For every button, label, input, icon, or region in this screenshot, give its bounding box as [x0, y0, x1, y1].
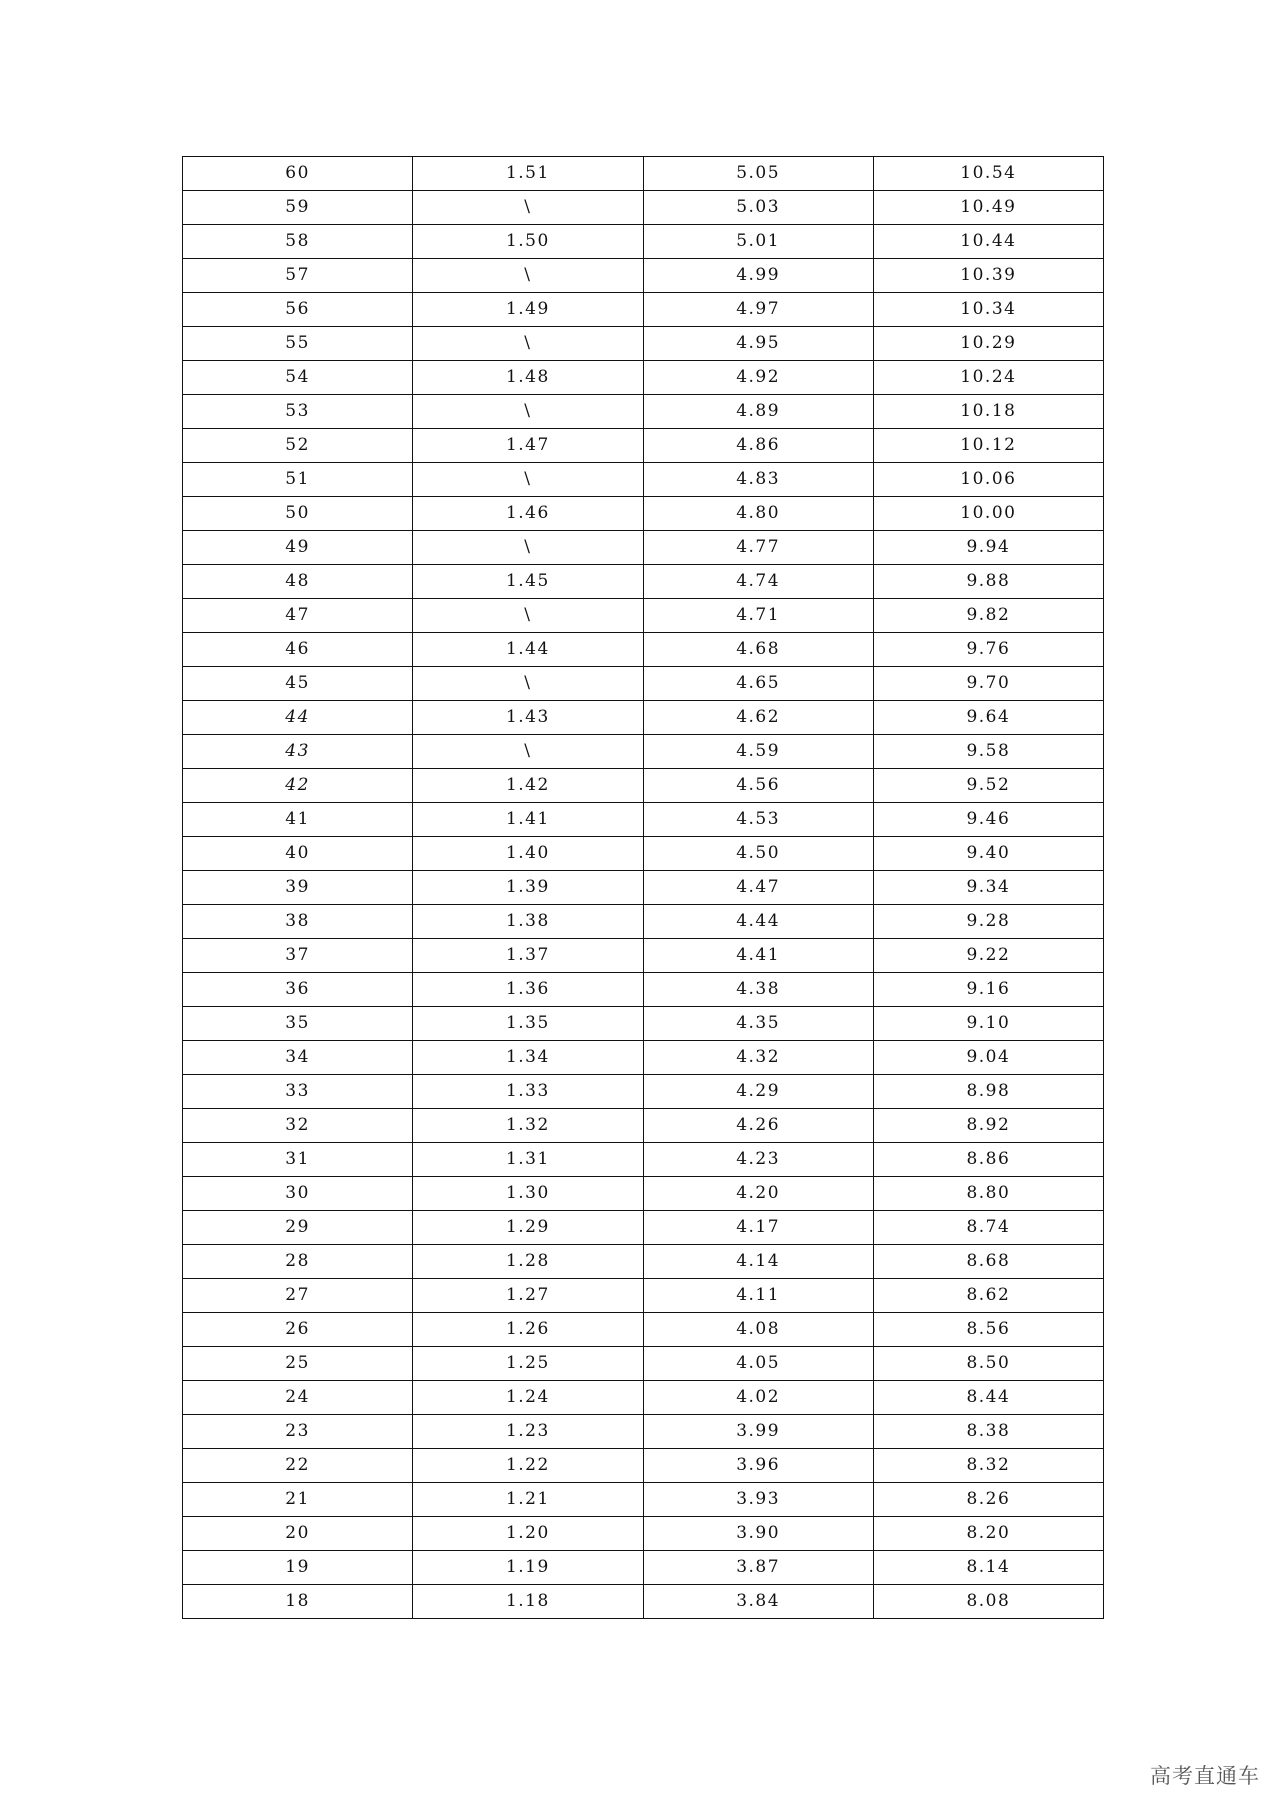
cell-value-2: 4.14 — [643, 1245, 873, 1279]
table-row — [183, 837, 1104, 871]
cell-score: 40 — [183, 837, 413, 871]
cell-value-1: 1.30 — [413, 1177, 643, 1211]
cell-value-2: 4.65 — [643, 667, 873, 701]
cell-value-3: 10.24 — [873, 361, 1103, 395]
cell-score: 28 — [183, 1245, 413, 1279]
table-row — [183, 361, 1104, 395]
cell-value-1: 1.20 — [413, 1517, 643, 1551]
cell-value-3: 9.10 — [873, 1007, 1103, 1041]
cell-value-3: 8.74 — [873, 1211, 1103, 1245]
table-row — [183, 1041, 1104, 1075]
cell-value-2: 3.93 — [643, 1483, 873, 1517]
cell-value-3: 8.44 — [873, 1381, 1103, 1415]
cell-value-1: \ — [413, 667, 643, 701]
cell-value-1: 1.41 — [413, 803, 643, 837]
cell-score: 35 — [183, 1007, 413, 1041]
cell-value-3: 8.92 — [873, 1109, 1103, 1143]
cell-value-1: 1.25 — [413, 1347, 643, 1381]
cell-value-2: 4.62 — [643, 701, 873, 735]
cell-value-2: 5.03 — [643, 191, 873, 225]
cell-value-3: 9.22 — [873, 939, 1103, 973]
cell-value-1: 1.18 — [413, 1585, 643, 1619]
cell-value-2: 4.08 — [643, 1313, 873, 1347]
table-row — [183, 1143, 1104, 1177]
cell-value-2: 4.29 — [643, 1075, 873, 1109]
table-row — [183, 293, 1104, 327]
table-row — [183, 769, 1104, 803]
cell-value-1: 1.50 — [413, 225, 643, 259]
cell-score: 48 — [183, 565, 413, 599]
cell-value-1: 1.33 — [413, 1075, 643, 1109]
cell-value-1: 1.26 — [413, 1313, 643, 1347]
cell-score: 32 — [183, 1109, 413, 1143]
table-row — [183, 1279, 1104, 1313]
cell-score: 46 — [183, 633, 413, 667]
cell-value-2: 4.02 — [643, 1381, 873, 1415]
table-row — [183, 1245, 1104, 1279]
cell-value-1: 1.28 — [413, 1245, 643, 1279]
cell-value-2: 4.32 — [643, 1041, 873, 1075]
cell-value-1: 1.46 — [413, 497, 643, 531]
cell-value-3: 8.32 — [873, 1449, 1103, 1483]
cell-score: 44 — [183, 701, 413, 735]
cell-value-2: 4.23 — [643, 1143, 873, 1177]
cell-score: 39 — [183, 871, 413, 905]
cell-value-2: 4.95 — [643, 327, 873, 361]
cell-value-1: \ — [413, 531, 643, 565]
cell-value-3: 8.50 — [873, 1347, 1103, 1381]
cell-value-2: 3.99 — [643, 1415, 873, 1449]
table-row — [183, 1007, 1104, 1041]
table-row — [183, 1347, 1104, 1381]
cell-score: 22 — [183, 1449, 413, 1483]
cell-value-3: 10.29 — [873, 327, 1103, 361]
cell-value-3: 9.46 — [873, 803, 1103, 837]
cell-value-3: 10.39 — [873, 259, 1103, 293]
cell-value-2: 3.96 — [643, 1449, 873, 1483]
watermark-text: 高考直通车 — [1150, 1764, 1260, 1788]
cell-value-1: 1.32 — [413, 1109, 643, 1143]
cell-value-3: 9.34 — [873, 871, 1103, 905]
table-row — [183, 395, 1104, 429]
cell-value-3: 10.49 — [873, 191, 1103, 225]
cell-score: 42 — [183, 769, 413, 803]
table-row — [183, 599, 1104, 633]
cell-value-3: 8.26 — [873, 1483, 1103, 1517]
table-row — [183, 1177, 1104, 1211]
table-row — [183, 1313, 1104, 1347]
cell-value-2: 4.86 — [643, 429, 873, 463]
cell-value-1: 1.22 — [413, 1449, 643, 1483]
table-row — [183, 905, 1104, 939]
cell-score: 33 — [183, 1075, 413, 1109]
cell-value-1: 1.34 — [413, 1041, 643, 1075]
cell-score: 51 — [183, 463, 413, 497]
cell-score: 36 — [183, 973, 413, 1007]
cell-value-1: 1.35 — [413, 1007, 643, 1041]
cell-value-3: 8.08 — [873, 1585, 1103, 1619]
score-table — [182, 156, 1104, 1619]
cell-value-2: 5.05 — [643, 157, 873, 191]
table-row — [183, 701, 1104, 735]
cell-value-3: 9.76 — [873, 633, 1103, 667]
cell-value-2: 4.44 — [643, 905, 873, 939]
cell-value-2: 4.99 — [643, 259, 873, 293]
table-row — [183, 1551, 1104, 1585]
cell-value-3: 10.54 — [873, 157, 1103, 191]
cell-value-2: 3.87 — [643, 1551, 873, 1585]
cell-value-2: 3.84 — [643, 1585, 873, 1619]
cell-value-1: \ — [413, 259, 643, 293]
cell-value-3: 9.94 — [873, 531, 1103, 565]
cell-value-3: 8.68 — [873, 1245, 1103, 1279]
cell-value-1: 1.43 — [413, 701, 643, 735]
cell-value-1: 1.36 — [413, 973, 643, 1007]
cell-score: 31 — [183, 1143, 413, 1177]
cell-value-2: 4.41 — [643, 939, 873, 973]
cell-score: 29 — [183, 1211, 413, 1245]
table-row — [183, 1075, 1104, 1109]
cell-value-3: 9.16 — [873, 973, 1103, 1007]
cell-score: 38 — [183, 905, 413, 939]
table-row — [183, 1483, 1104, 1517]
cell-value-1: 1.23 — [413, 1415, 643, 1449]
cell-value-1: \ — [413, 191, 643, 225]
cell-score: 23 — [183, 1415, 413, 1449]
cell-score: 45 — [183, 667, 413, 701]
cell-score: 50 — [183, 497, 413, 531]
cell-value-3: 8.20 — [873, 1517, 1103, 1551]
cell-value-3: 10.12 — [873, 429, 1103, 463]
cell-score: 21 — [183, 1483, 413, 1517]
table-row — [183, 191, 1104, 225]
cell-value-3: 10.44 — [873, 225, 1103, 259]
cell-value-3: 8.56 — [873, 1313, 1103, 1347]
cell-score: 52 — [183, 429, 413, 463]
table-row — [183, 327, 1104, 361]
table-row — [183, 565, 1104, 599]
cell-value-3: 8.98 — [873, 1075, 1103, 1109]
cell-value-1: 1.38 — [413, 905, 643, 939]
cell-score: 37 — [183, 939, 413, 973]
table-row — [183, 1517, 1104, 1551]
cell-value-1: 1.45 — [413, 565, 643, 599]
cell-score: 19 — [183, 1551, 413, 1585]
cell-value-3: 9.70 — [873, 667, 1103, 701]
cell-value-1: 1.51 — [413, 157, 643, 191]
table-row — [183, 871, 1104, 905]
cell-value-1: 1.27 — [413, 1279, 643, 1313]
cell-value-2: 4.05 — [643, 1347, 873, 1381]
cell-score: 41 — [183, 803, 413, 837]
cell-value-2: 4.74 — [643, 565, 873, 599]
cell-score: 57 — [183, 259, 413, 293]
cell-value-1: 1.48 — [413, 361, 643, 395]
cell-value-2: 4.26 — [643, 1109, 873, 1143]
cell-value-2: 4.59 — [643, 735, 873, 769]
cell-score: 24 — [183, 1381, 413, 1415]
cell-value-1: \ — [413, 735, 643, 769]
cell-value-1: 1.37 — [413, 939, 643, 973]
cell-score: 34 — [183, 1041, 413, 1075]
table-row — [183, 463, 1104, 497]
cell-value-1: 1.24 — [413, 1381, 643, 1415]
cell-value-1: 1.49 — [413, 293, 643, 327]
cell-score: 49 — [183, 531, 413, 565]
table-row — [183, 497, 1104, 531]
cell-value-2: 4.89 — [643, 395, 873, 429]
cell-value-2: 4.17 — [643, 1211, 873, 1245]
cell-value-3: 8.38 — [873, 1415, 1103, 1449]
table-row — [183, 1211, 1104, 1245]
cell-value-1: 1.21 — [413, 1483, 643, 1517]
cell-score: 47 — [183, 599, 413, 633]
cell-value-1: 1.39 — [413, 871, 643, 905]
cell-value-3: 9.52 — [873, 769, 1103, 803]
cell-value-3: 10.18 — [873, 395, 1103, 429]
cell-value-1: 1.31 — [413, 1143, 643, 1177]
cell-value-2: 4.50 — [643, 837, 873, 871]
cell-value-1: \ — [413, 395, 643, 429]
table-row — [183, 429, 1104, 463]
cell-value-1: 1.47 — [413, 429, 643, 463]
cell-value-2: 4.11 — [643, 1279, 873, 1313]
table-row — [183, 1109, 1104, 1143]
cell-value-2: 4.77 — [643, 531, 873, 565]
table-row — [183, 531, 1104, 565]
table-row — [183, 667, 1104, 701]
table-row — [183, 803, 1104, 837]
cell-value-1: 1.40 — [413, 837, 643, 871]
cell-value-3: 10.06 — [873, 463, 1103, 497]
table-row — [183, 939, 1104, 973]
cell-value-3: 10.34 — [873, 293, 1103, 327]
cell-score: 53 — [183, 395, 413, 429]
cell-value-3: 9.58 — [873, 735, 1103, 769]
cell-value-3: 8.86 — [873, 1143, 1103, 1177]
cell-value-3: 9.40 — [873, 837, 1103, 871]
cell-score: 58 — [183, 225, 413, 259]
cell-score: 18 — [183, 1585, 413, 1619]
cell-score: 56 — [183, 293, 413, 327]
cell-score: 25 — [183, 1347, 413, 1381]
cell-score: 30 — [183, 1177, 413, 1211]
cell-value-3: 9.82 — [873, 599, 1103, 633]
cell-score: 26 — [183, 1313, 413, 1347]
cell-value-1: 1.29 — [413, 1211, 643, 1245]
cell-value-2: 4.53 — [643, 803, 873, 837]
cell-value-2: 4.80 — [643, 497, 873, 531]
table-row — [183, 1381, 1104, 1415]
cell-value-2: 4.20 — [643, 1177, 873, 1211]
cell-value-2: 4.47 — [643, 871, 873, 905]
table-row — [183, 157, 1104, 191]
score-table-body — [183, 157, 1104, 1619]
table-row — [183, 259, 1104, 293]
table-row — [183, 973, 1104, 1007]
cell-value-2: 4.35 — [643, 1007, 873, 1041]
table-row — [183, 1585, 1104, 1619]
cell-value-2: 3.90 — [643, 1517, 873, 1551]
table-row — [183, 1449, 1104, 1483]
cell-value-3: 8.14 — [873, 1551, 1103, 1585]
cell-score: 55 — [183, 327, 413, 361]
cell-value-2: 4.97 — [643, 293, 873, 327]
cell-value-1: \ — [413, 327, 643, 361]
cell-score: 27 — [183, 1279, 413, 1313]
cell-score: 43 — [183, 735, 413, 769]
cell-value-1: 1.42 — [413, 769, 643, 803]
cell-value-1: 1.44 — [413, 633, 643, 667]
cell-value-1: 1.19 — [413, 1551, 643, 1585]
cell-value-3: 9.64 — [873, 701, 1103, 735]
cell-score: 54 — [183, 361, 413, 395]
table-row — [183, 633, 1104, 667]
cell-value-3: 9.04 — [873, 1041, 1103, 1075]
cell-value-1: \ — [413, 599, 643, 633]
cell-score: 60 — [183, 157, 413, 191]
cell-value-3: 8.80 — [873, 1177, 1103, 1211]
cell-value-3: 9.88 — [873, 565, 1103, 599]
cell-score: 20 — [183, 1517, 413, 1551]
cell-value-3: 10.00 — [873, 497, 1103, 531]
table-row — [183, 225, 1104, 259]
cell-value-2: 4.38 — [643, 973, 873, 1007]
cell-value-3: 8.62 — [873, 1279, 1103, 1313]
table-row — [183, 1415, 1104, 1449]
cell-value-2: 4.83 — [643, 463, 873, 497]
cell-score: 59 — [183, 191, 413, 225]
table-row — [183, 735, 1104, 769]
cell-value-1: \ — [413, 463, 643, 497]
cell-value-3: 9.28 — [873, 905, 1103, 939]
cell-value-2: 4.71 — [643, 599, 873, 633]
cell-value-2: 5.01 — [643, 225, 873, 259]
cell-value-2: 4.68 — [643, 633, 873, 667]
cell-value-2: 4.92 — [643, 361, 873, 395]
cell-value-2: 4.56 — [643, 769, 873, 803]
